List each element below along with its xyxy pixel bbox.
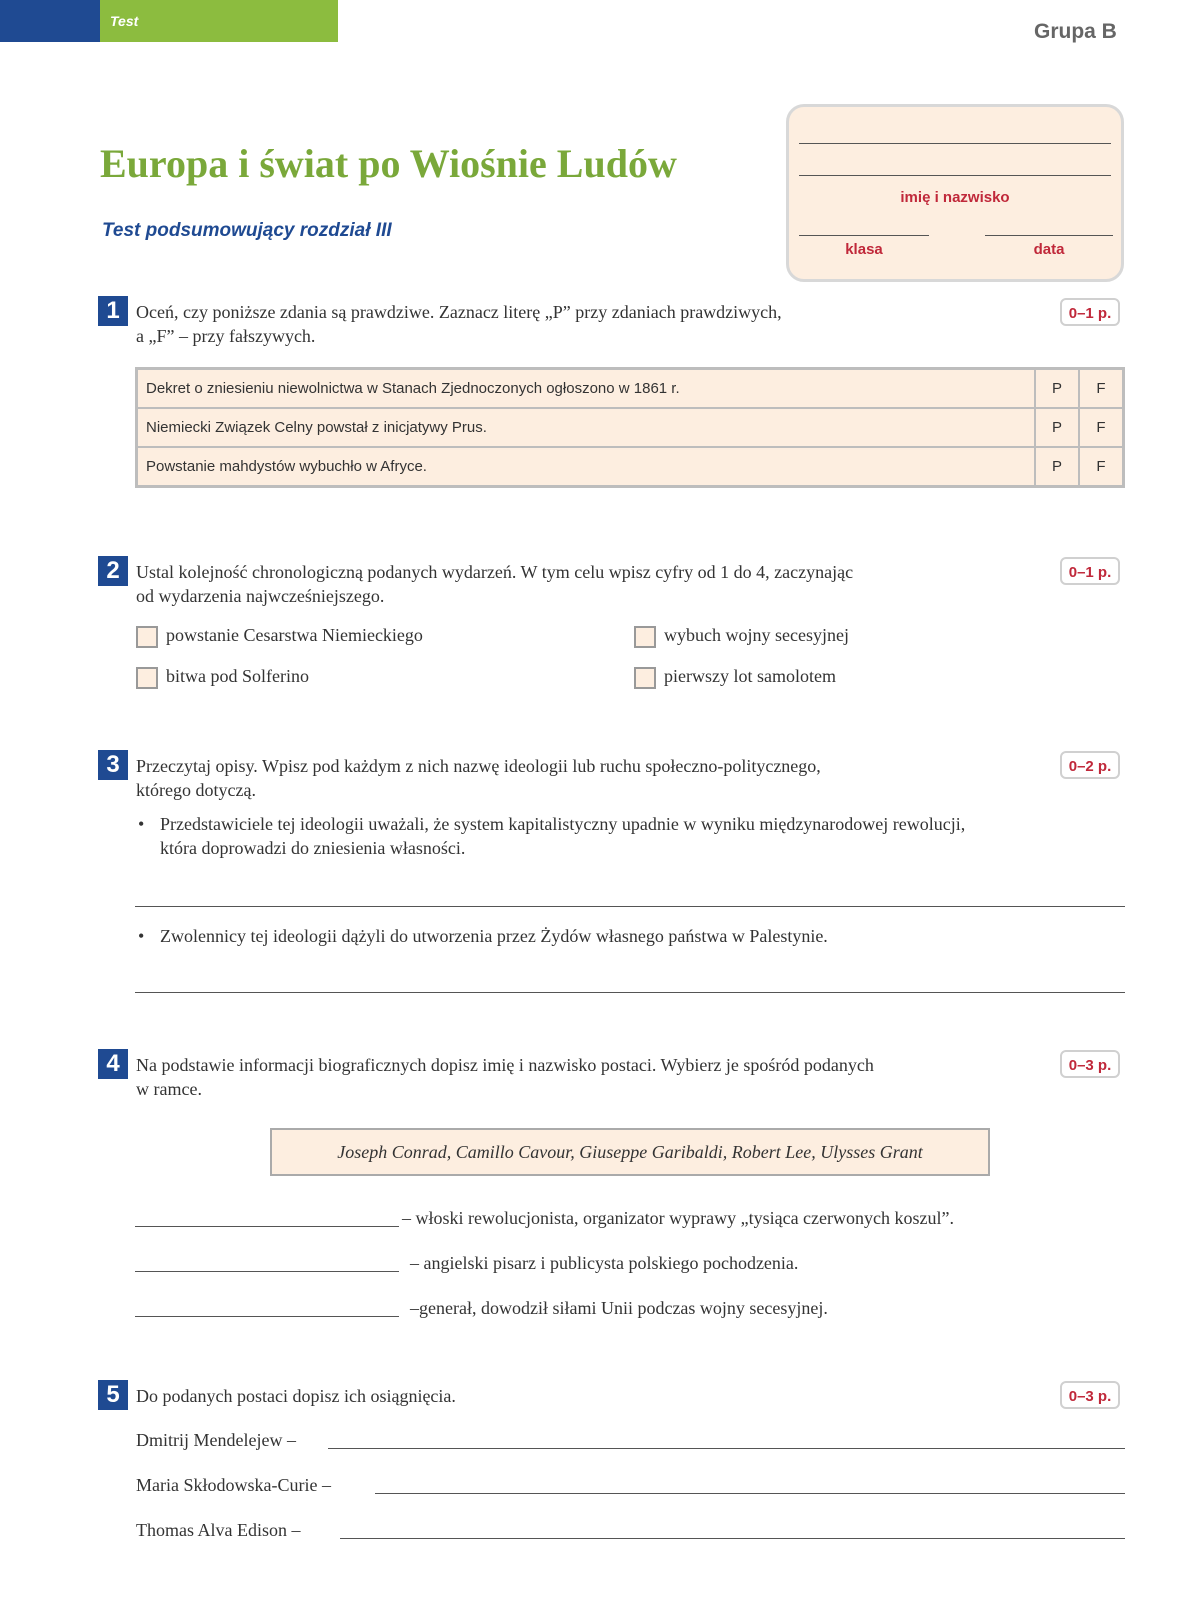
date-label: data [1033,241,1065,258]
group-label: Grupa B [1034,20,1117,43]
event-label-1: powstanie Cesarstwa Niemieckiego [166,625,423,645]
question-3-text-line2: którego dotyczą. [136,780,256,800]
false-option[interactable]: F [1079,369,1124,409]
description-1: – włoski rewolucjonista, organizator wyprawy „tysiąca czerwonych koszul”. [402,1208,954,1228]
header-tag: Test [110,13,139,29]
question-2-text-line2: od wydarzenia najwcześniejszego. [136,586,385,606]
question-5-text: Do podanych postaci dopisz ich osiągnięcia. [136,1386,456,1406]
question-1-number: 1 [98,296,128,326]
question-3-text-line1: Przeczytaj opisy. Wpisz pod każdym z nich nazwę ideologii lub ruchu społeczno-politycznego, [136,756,821,776]
name-label: imię i nazwisko [900,189,1010,206]
event-label-4: pierwszy lot samolotem [664,666,836,686]
header-bar-blue [0,0,100,42]
table-row [137,408,1124,447]
answer-line-3a[interactable] [135,906,1125,907]
page-title: Europa i świat po Wiośnie Ludów [100,141,677,186]
person-2: Maria Skłodowska-Curie – [136,1475,331,1495]
bullet-marker: • [138,926,145,946]
question-4-number: 4 [98,1049,128,1079]
class-label: klasa [845,241,883,258]
statement-cell: Niemiecki Związek Celny powstał z inicjatywy Prus. [137,408,1036,447]
true-false-table [135,367,1125,488]
answer-line-3b[interactable] [135,992,1125,993]
question-4-text-line1: Na podstawie informacji biograficznych dopisz imię i nazwisko postaci. Wybierz je spośród podanych [136,1055,874,1075]
table-row [137,447,1124,487]
person-3: Thomas Alva Edison – [136,1520,301,1540]
question-1-points: 0–1 p. [1060,298,1120,326]
question-1-text-line1: Oceń, czy poniższe zdania są prawdziwe. Zaznacz literę „P” przy zdaniach prawdziwych, [136,302,782,322]
event-label-2: wybuch wojny secesyjnej [664,625,849,645]
true-option[interactable]: P [1035,408,1079,447]
answer-line-5c[interactable] [340,1538,1125,1539]
page-subtitle: Test podsumowujący rozdział III [102,220,392,241]
question-2-number: 2 [98,556,128,586]
names-frame: Joseph Conrad, Camillo Cavour, Giuseppe Garibaldi, Robert Lee, Ulysses Grant [270,1128,990,1176]
question-2-text-line1: Ustal kolejność chronologiczną podanych wydarzeń. W tym celu wpisz cyfry od 1 do 4, zaczynając [136,562,854,582]
name-line-1[interactable] [799,143,1111,144]
class-line[interactable] [799,235,929,236]
bullet-2: Zwolennicy tej ideologii dążyli do utworzenia przez Żydów własnego państwa w Palestynie. [160,926,828,946]
answer-line-5b[interactable] [375,1493,1125,1494]
event-label-3: bitwa pod Solferino [166,666,309,686]
question-4-text-line2: w ramce. [136,1079,202,1099]
question-4-points: 0–3 p. [1060,1050,1120,1078]
statement-cell: Powstanie mahdystów wybuchło w Afryce. [137,447,1036,487]
bullet-marker: • [138,814,145,834]
false-option[interactable]: F [1079,447,1124,487]
answer-line-4b[interactable] [135,1271,399,1272]
name-line-2[interactable] [799,175,1111,176]
description-3: –generał, dowodził siłami Unii podczas wojny secesyjnej. [410,1298,828,1318]
true-option[interactable]: P [1035,369,1079,409]
question-1-text-line2: a „F” – przy fałszywych. [136,326,316,346]
bullet-1-line2: która doprowadzi do zniesienia własności. [160,838,466,858]
answer-line-4a[interactable] [135,1226,399,1227]
date-line[interactable] [985,235,1113,236]
true-option[interactable]: P [1035,447,1079,487]
question-3-points: 0–2 p. [1060,751,1120,779]
answer-line-5a[interactable] [328,1448,1125,1449]
question-5-points: 0–3 p. [1060,1381,1120,1409]
false-option[interactable]: F [1079,408,1124,447]
person-1: Dmitrij Mendelejew – [136,1430,296,1450]
question-3-number: 3 [98,750,128,780]
table-row [137,369,1124,409]
order-input-2[interactable] [634,626,656,648]
question-5-number: 5 [98,1380,128,1410]
question-2-points: 0–1 p. [1060,557,1120,585]
answer-line-4c[interactable] [135,1316,399,1317]
statement-cell: Dekret o zniesieniu niewolnictwa w Stanach Zjednoczonych ogłoszono w 1861 r. [137,369,1036,409]
order-input-4[interactable] [634,667,656,689]
description-2: – angielski pisarz i publicysta polskiego pochodzenia. [410,1253,799,1273]
order-input-1[interactable] [136,626,158,648]
name-box [786,104,1124,282]
order-input-3[interactable] [136,667,158,689]
bullet-1-line1: Przedstawiciele tej ideologii uważali, że system kapitalistyczny upadnie w wyniku międzynarodowej rewolucji, [160,814,966,834]
